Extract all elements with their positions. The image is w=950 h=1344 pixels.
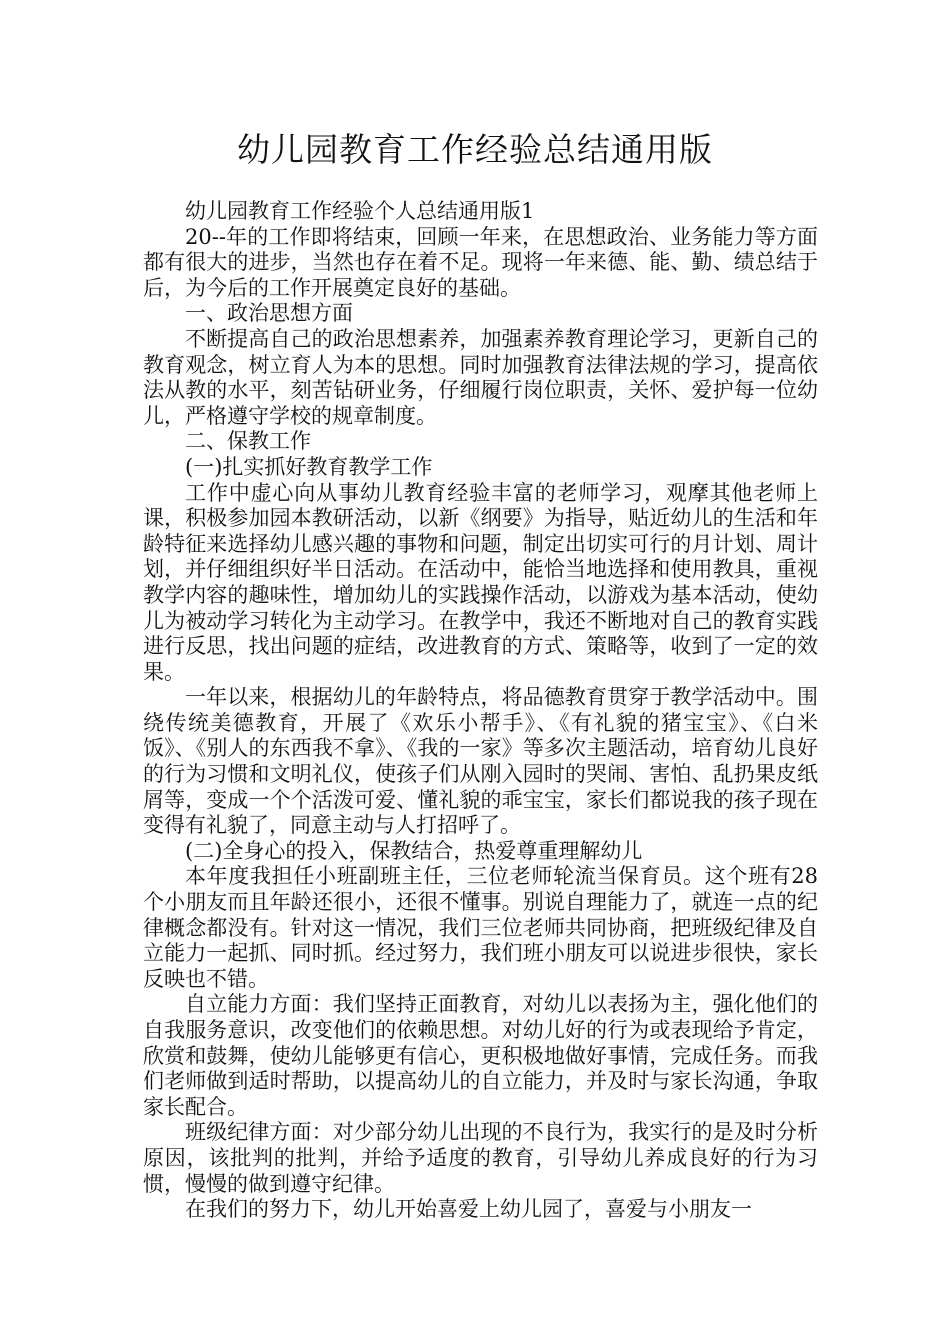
paragraph-discipline: 班级纪律方面：对少部分幼儿出现的不良行为，我实行的是及时分析原因，该批判的批判，并给予适度的教育，引导幼儿养成良好的行为习惯，慢慢的做到遵守纪律。	[143, 1120, 818, 1196]
document-body	[143, 199, 818, 1223]
paragraph-self-reliance: 自立能力方面：我们坚持正面教育，对幼儿以表扬为主，强化他们的自我服务意识，改变他们的依赖思想。对幼儿好的行为或表现给予肯定，欣赏和鼓舞，使幼儿能够更有信心，更积极地做好事情，完成任务。而我们老师做到适时帮助，以提高幼儿的自立能力，并及时与家长沟通，争取家长配合。	[143, 992, 818, 1119]
paragraph-class-intro: 本年度我担任小班副班主任，三位老师轮流当保育员。这个班有28个小朋友而且年龄还很小，还很不懂事。别说自理能力了，就连一点的纪律概念都没有。针对这一情况，我们三位老师共同协商，把班级纪律及自立能力一起抓、同时抓。经过努力，我们班小朋友可以说进步很快，家长反映也不错。	[143, 864, 818, 991]
paragraph-teaching-work: 工作中虚心向从事幼儿教育经验丰富的老师学习，观摩其他老师上课，积极参加园本教研活动，以新《纲要》为指导，贴近幼儿的生活和年龄特征来选择幼儿感兴趣的事物和问题，制定出切实可行的月计划、周计划，并仔细组织好半日活动。在活动中，能恰当地选择和使用教具，重视教学内容的趣味性，增加幼儿的实践操作活动，以游戏为基本活动，使幼儿为被动学习转化为主动学习。在教学中，我还不断地对自己的教育实践进行反思，找出问题的症结，改进教育的方式、策略等，收到了一定的效果。	[143, 480, 818, 684]
document-title: 幼儿园教育工作经验总结通用版	[237, 130, 713, 169]
subsection-heading-2: (二)全身心的投入，保教结合，热爱尊重理解幼儿	[185, 838, 643, 863]
section-heading-politics: 一、政治思想方面	[185, 301, 353, 326]
paragraph-closing-fragment: 在我们的努力下，幼儿开始喜爱上幼儿园了，喜爱与小朋友一	[185, 1197, 752, 1222]
paragraph-moral-education: 一年以来，根据幼儿的年龄特点，将品德教育贯穿于教学活动中。围绕传统美德教育，开展了《欢乐小帮手》、《有礼貌的猪宝宝》、《白米饭》、《别人的东西我不拿》、《我的一家》等多次主题活动，培育幼儿良好的行为习惯和文明礼仪，使孩子们从刚入园时的哭闹、害怕、乱扔果皮纸屑等，变成一个个活泼可爱、懂礼貌的乖宝宝，家长们都说我的孩子现在变得有礼貌了，同意主动与人打招呼了。	[143, 685, 818, 838]
paragraph-intro: 20--年的工作即将结束，回顾一年来，在思想政治、业务能力等方面都有很大的进步，当然也存在着不足。现将一年来德、能、勤、绩总结于后，为今后的工作开展奠定良好的基础。	[143, 224, 818, 300]
paragraph-subtitle: 幼儿园教育工作经验个人总结通用版1	[185, 199, 535, 223]
paragraph-politics: 不断提高自己的政治思想素养，加强素养教育理论学习，更新自己的教育观念，树立育人为本的思想。同时加强教育法律法规的学习，提高依法从教的水平，刻苦钻研业务，仔细履行岗位职责，关怀、爱护每一位幼儿，严格遵守学校的规章制度。	[143, 326, 818, 428]
section-heading-teaching: 二、保教工作	[185, 429, 311, 454]
subsection-heading-1: (一)扎实抓好教育教学工作	[185, 454, 433, 479]
